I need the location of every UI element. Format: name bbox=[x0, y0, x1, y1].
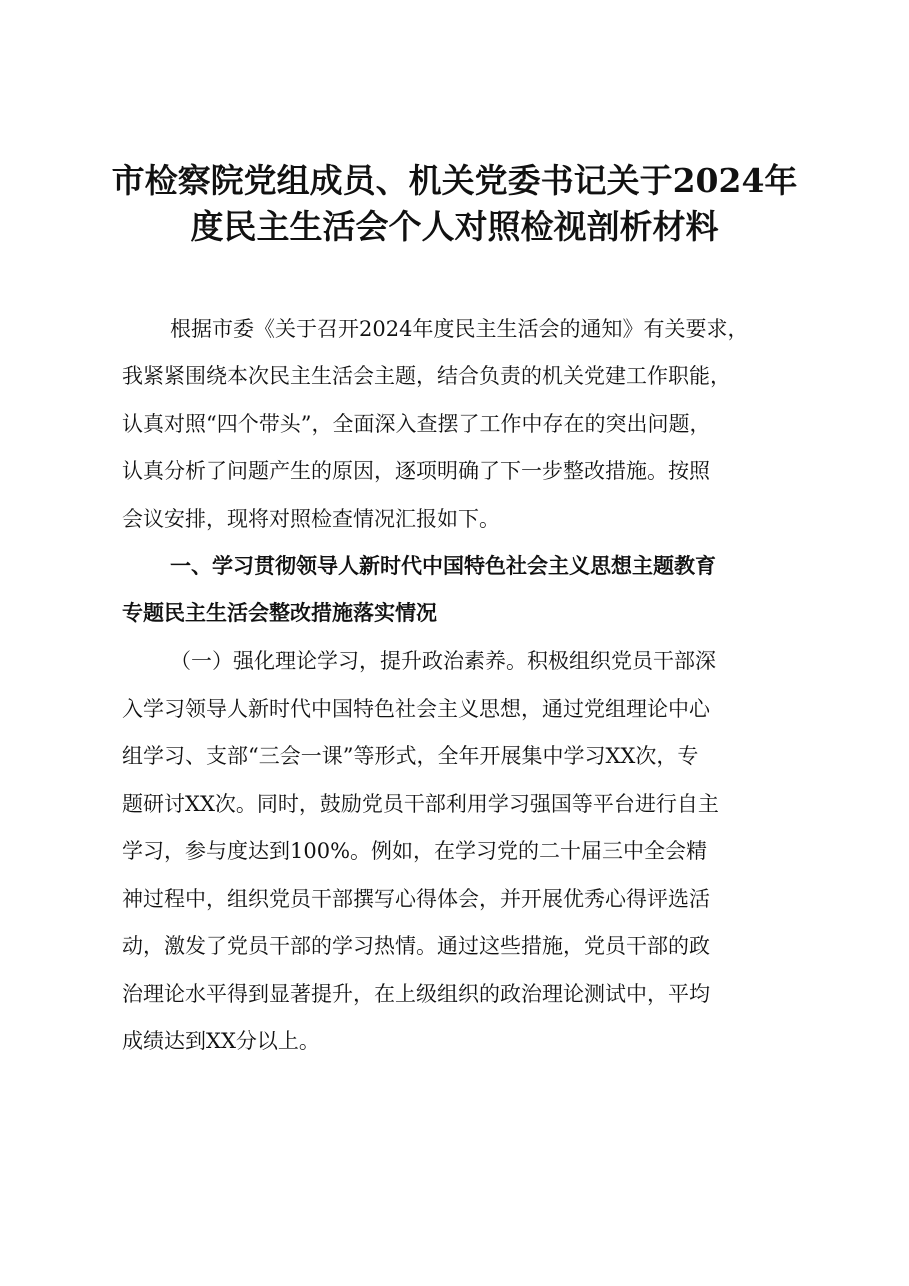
subsection-1-line-2: 入学习领导人新时代中国特色社会主义思想，通过党组理论中心 bbox=[122, 697, 710, 721]
intro-line-2: 我紧紧围绕本次民主生活会主题，结合负责的机关党建工作职能， bbox=[122, 364, 731, 388]
intro-line-4: 认真分析了问题产生的原因，逐项明确了下一步整改措施。按照 bbox=[122, 459, 710, 483]
subsection-1-line-6: 神过程中，组织党员干部撰写心得体会，并开展优秀心得评选活 bbox=[122, 887, 710, 911]
subsection-1-line-1: （一）强化理论学习，提升政治素养。积极组织党员干部深 bbox=[170, 649, 716, 673]
subsection-1-line-7: 动，激发了党员干部的学习热情。通过这些措施，党员干部的政 bbox=[122, 934, 710, 958]
section-1-heading-line-2: 专题民主生活会整改措施落实情况 bbox=[122, 601, 437, 625]
intro-line-1: 根据市委《关于召开2024年度民主生活会的通知》有关要求， bbox=[170, 317, 749, 341]
intro-line-5: 会议安排，现将对照检查情况汇报如下。 bbox=[122, 507, 500, 531]
document-title-line-2: 度民主生活会个人对照检视剖析材料 bbox=[190, 207, 719, 246]
document-title-line-1: 市检察院党组成员、机关党委书记关于2024年 bbox=[111, 161, 798, 200]
subsection-1-line-4: 题研讨XX次。同时，鼓励党员干部利用学习强国等平台进行自主 bbox=[122, 792, 719, 816]
subsection-1-line-8: 治理论水平得到显著提升，在上级组织的政治理论测试中，平均 bbox=[122, 982, 710, 1006]
subsection-1-line-5: 学习，参与度达到100%。例如，在学习党的二十届三中全会精 bbox=[122, 839, 708, 863]
section-1-heading-line-1: 一、学习贯彻领导人新时代中国特色社会主义思想主题教育 bbox=[170, 554, 716, 578]
subsection-1-line-9: 成绩达到XX分以上。 bbox=[122, 1029, 320, 1053]
subsection-1-line-3: 组学习、支部“三会一课”等形式，全年开展集中学习XX次，专 bbox=[122, 744, 699, 768]
intro-line-3: 认真对照“四个带头”，全面深入查摆了工作中存在的突出问题， bbox=[122, 412, 711, 436]
